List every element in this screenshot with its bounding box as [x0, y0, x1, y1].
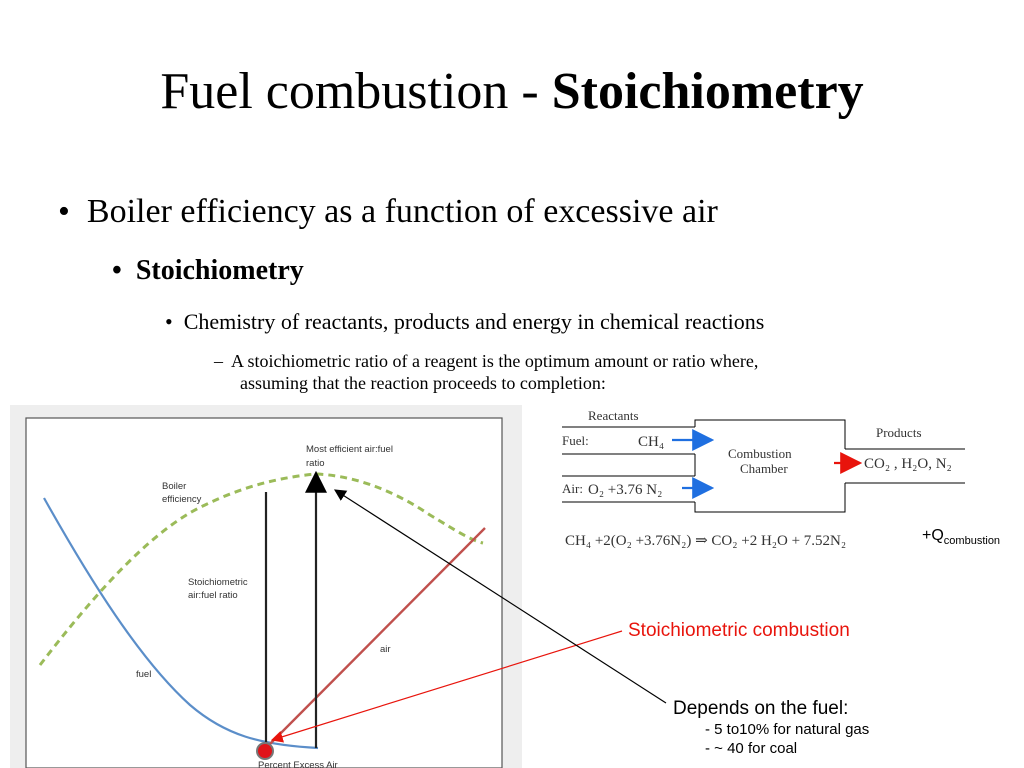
chart-plot-area: [26, 418, 502, 768]
reactants-label: Reactants: [588, 408, 639, 423]
q-subscript: combustion: [943, 535, 1001, 548]
products-label: Products: [876, 425, 922, 440]
bullet-text-line1: A stoichiometric ratio of a reagent is the optimum amount or ratio where,: [231, 351, 759, 371]
most-efficient-label-2: ratio: [306, 458, 325, 469]
title-bold: Stoichiometry: [551, 63, 864, 120]
bullet-mark: •: [112, 255, 122, 286]
air-label: Air:: [562, 481, 583, 496]
bullet-mark: –: [214, 351, 223, 371]
chamber-label-1: Combustion: [728, 446, 792, 461]
natural-gas-note: - 5 to10% for natural gas: [705, 721, 870, 738]
stoich-label-2: air:fuel ratio: [188, 590, 238, 601]
chamber-label-2: Chamber: [740, 461, 788, 476]
stoich-combustion-callout: Stoichiometric combustion: [628, 620, 850, 641]
x-axis-label: Percent Excess Air: [258, 760, 338, 768]
fuel-label: Fuel:: [562, 433, 589, 448]
boiler-label-1: Boiler: [162, 481, 187, 492]
products-formula: CO₂ , H₂O, N₂: [864, 456, 952, 472]
boiler-label-2: efficiency: [162, 494, 202, 505]
most-efficient-label-1: Most efficient air:fuel: [306, 444, 393, 455]
depends-title: Depends on the fuel:: [673, 698, 849, 719]
fuel-curve-label: fuel: [136, 669, 152, 680]
bullet-text: Chemistry of reactants, products and energy in chemical reactions: [183, 309, 765, 334]
depends-on-fuel-callout: [673, 698, 869, 758]
stoich-point-marker: [257, 743, 273, 759]
bullet-text: Stoichiometry: [135, 255, 304, 286]
efficiency-chart: [10, 405, 522, 768]
combustion-schematic: [562, 408, 965, 549]
fuel-formula: CH₄: [638, 434, 665, 450]
plus-q: +Q: [922, 527, 944, 544]
bullet-text-line2: assuming that the reaction proceeds to completion:: [240, 373, 606, 393]
title-plain: Fuel combustion -: [160, 63, 552, 120]
stoich-label-1: Stoichiometric: [188, 577, 248, 588]
heat-term: [922, 527, 1000, 547]
air-formula: O₂ +3.76 N₂: [588, 482, 663, 498]
combustion-equation: CH₄ +2(O₂ +3.76N₂) ⇒ CO₂ +2 H₂O + 7.52N₂: [565, 533, 847, 549]
bullet-mark: •: [165, 309, 173, 334]
coal-note: - ~ 40 for coal: [705, 740, 798, 757]
bullet-text: Boiler efficiency as a function of excessive air: [86, 193, 718, 230]
bullet-mark: •: [58, 193, 70, 230]
air-curve-label: air: [380, 644, 391, 655]
